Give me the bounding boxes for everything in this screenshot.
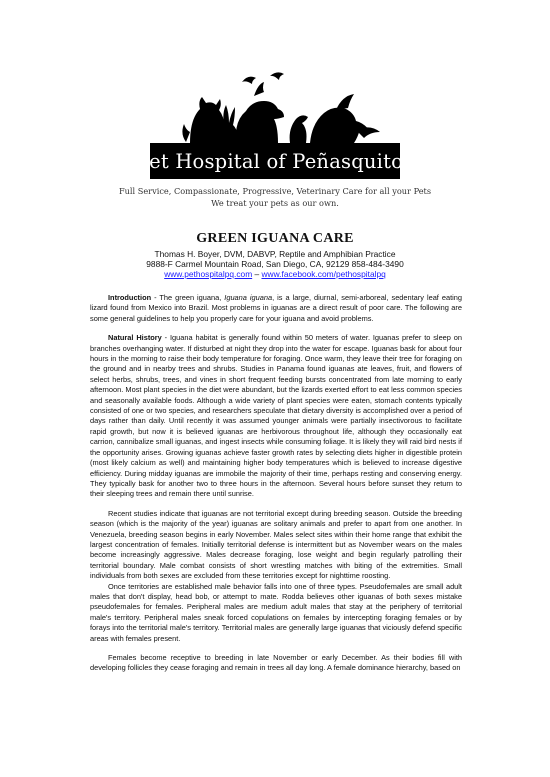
territory-paragraph: Recent studies indicate that iguanas are not territorial except during breeding season. Outside the breeding season (which is the majority of the year) iguanas are solitary animals and prefer to apart from one another. In Venezuela, breeding season begins in early November. Males select sites within their home range that exhibit the largest concentration of females. Initially territorial defense is intermittent but as November wears on the males become increasingly aggressive. Males decrease foraging, lose weight and begin regularly patrolling their territorial boundary. Male combat consists of short wrestling matches with biting of the extremities. Small individuals from both sexes are excluded from these territories except for nighttime roosting.: [90, 508, 462, 581]
author-line: Thomas H. Boyer, DVM, DABVP, Reptile and Amphibian Practice: [154, 249, 396, 259]
tagline: Full Service, Compassionate, Progressive, Veterinary Care for all your Pets: [118, 186, 432, 196]
natural-history-heading: Natural History: [108, 333, 162, 343]
animal-silhouettes-logo: [150, 70, 400, 145]
clinic-name-banner: [136, 143, 414, 179]
document-title: GREEN IGUANA CARE: [196, 231, 354, 246]
facebook-link[interactable]: www.facebook.com/pethospitalpq: [261, 269, 386, 279]
females-paragraph: Females become receptive to breeding in late November or early December. As their bodies fill with developing follicles they cease foraging and remain in trees all day long. A female dominance hierarchy, based on: [90, 653, 462, 673]
web-links: [0, 269, 550, 280]
male-behavior-paragraph: Once territories are established male behavior falls into one of three types. Pseudofemales are small adult males that don't display, head bob, or attempt to mate. Rodda believes other iguanas of both sexes mistake pseudofemales for females. Peripheral males are medium adult males that stay at the periphery of territorial male's territory. Peripheral males sneak forced copulations on females by intercepting foraging females or by forays into the territorial male's territory. Territorial males are generally large iguanas that viciously defend specific areas with females present.: [90, 581, 462, 643]
natural-history-paragraph: [90, 333, 462, 500]
intro-text-a: - The green iguana,: [151, 293, 225, 302]
link-separator: –: [252, 269, 262, 279]
intro-heading: Introduction: [108, 293, 152, 302]
motto: We treat your pets as our own.: [211, 198, 339, 208]
document-body: [90, 293, 462, 683]
clinic-name: Pet Hospital of Peñasquitos: [136, 149, 414, 173]
species-name: Iguana iguana: [224, 293, 273, 302]
intro-text-b: , is a large, diurnal, semi-arboreal, sedentary leaf eating lizard found from Mexico into Brazil. Most problems in iguanas are a direct result of poor care. The following are some general guidelines to help you properly care for your iguana and avoid problems.: [90, 293, 462, 323]
website-link[interactable]: www.pethospitalpq.com: [164, 269, 253, 279]
natural-history-text: - Iguana habitat is generally found within 50 meters of water. Iguanas prefer to sleep on branches overhanging water. If disturbed at night they drop into the water for escape. Iguanas bask for about four hours in the morning to raise their body temperature for foraging. Once warm, they leave their tree for foraging on the ground and in nearby trees and shrubs. Studies in Panama found iguanas ate leaves, fruit, and flowers of select herbs, shrubs, trees, and vines in short frequent feeding bursts concentrated from late morning to early afternoon. Most plant species in the diet were abundant, but the lizards exerted effort to eat less common species and seasonally available foods. Although a wide variety of plant species were eaten, stomach contents typically consisted of one or two species, and researchers speculate that dietary diversity is accomplished over a period of days rather than daily. Until recently it was assumed younger animals were partially insectivorous to facilitate rapid growth, but now it is believed iguanas are herbivorous throughout life, although they occasionally eat carrion, cannibalize small iguanas, and ingest insects while consuming foliage. It is likely they will raid bird nests if the opportunity arises. Growing iguanas achieve faster growth rates by selecting diets higher in digestible protein (most likely calcium as well) and maintaining higher body temperatures which is believed to increase digestive efficiency. During midday iguanas are immobile the majority of their time, perhaps resting and conserving energy. They typically bask for another two to three hours in the afternoon. Several hours before sunset they return to their sleeping trees and remain there until sunrise.: [90, 333, 462, 499]
address-line: 9888-F Carmel Mountain Road, San Diego, CA, 92129 858-484-3490: [146, 259, 404, 269]
intro-paragraph: [90, 293, 462, 324]
